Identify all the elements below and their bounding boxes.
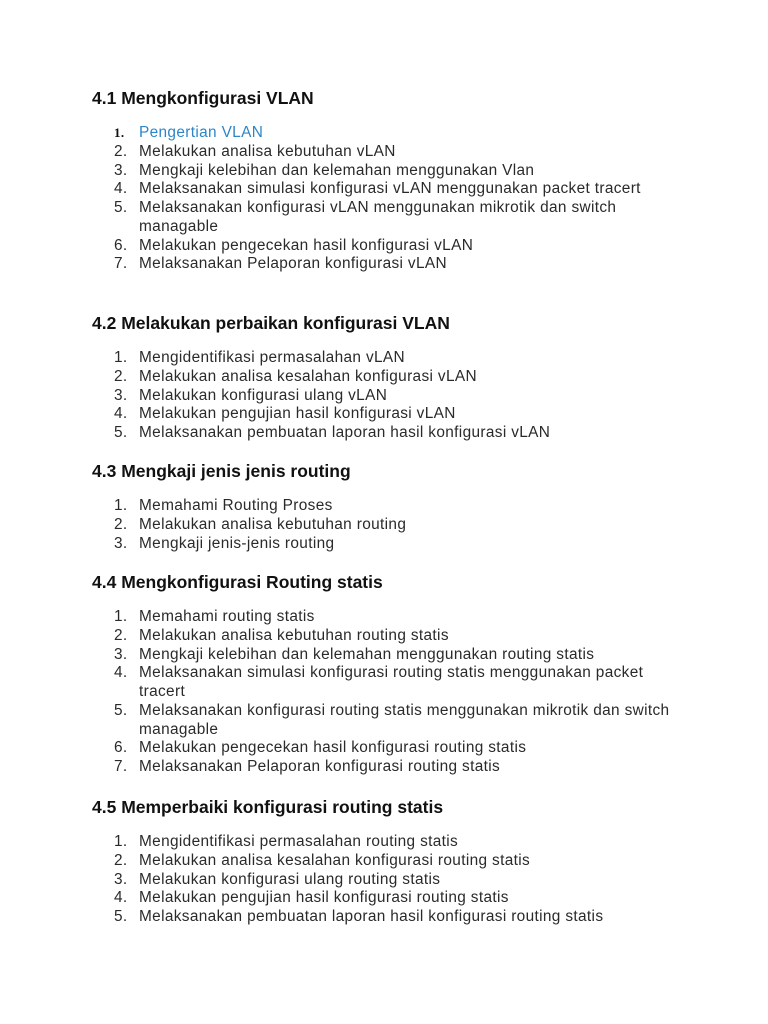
item-number: 1. (114, 125, 125, 140)
item-number: 5. (114, 424, 128, 441)
item-number: 6. (114, 739, 128, 757)
item-number: 2. (114, 626, 128, 644)
item-text: Melakukan analisa kebutuhan routing (139, 515, 407, 533)
list-item (92, 646, 679, 665)
item-number: 3. (114, 161, 128, 179)
item-text: Melaksanakan konfigurasi vLAN menggunakan mikrotik dan switch managable (139, 199, 617, 235)
item-number: 3. (114, 870, 128, 888)
item-text: Melaksanakan simulasi konfigurasi vLAN menggunakan packet tracert (139, 180, 641, 198)
item-number: 7. (114, 758, 128, 775)
item-list (92, 124, 692, 274)
section-heading: 4.2 Melakukan perbaikan konfigurasi VLAN (92, 313, 450, 333)
item-list (92, 608, 692, 777)
list-item (92, 180, 679, 199)
section-heading: 4.5 Memperbaiki konfigurasi routing statis (92, 797, 444, 817)
item-text: Melakukan pengecekan hasil konfigurasi vLAN (139, 236, 474, 254)
list-item (92, 889, 679, 908)
item-number: 3. (114, 386, 128, 404)
item-number: 3. (114, 645, 128, 663)
section-4-5 (92, 796, 692, 927)
section-heading: 4.3 Mengkaji jenis jenis routing (92, 461, 351, 481)
section-heading: 4.4 Mengkonfigurasi Routing statis (92, 572, 383, 592)
item-number: 7. (114, 255, 128, 273)
list-item (92, 535, 679, 554)
section-4-3 (92, 460, 692, 553)
item-text: Mengkaji jenis-jenis routing (139, 534, 335, 552)
item-number: 1. (114, 608, 128, 625)
pengertian-vlan-link[interactable]: Pengertian VLAN (139, 124, 264, 141)
item-number: 4. (114, 664, 128, 682)
list-item (92, 852, 679, 871)
item-number: 5. (114, 908, 128, 925)
list-item (92, 664, 679, 702)
list-item (92, 871, 679, 890)
list-item (92, 702, 679, 740)
list-item (92, 387, 679, 406)
list-item (92, 758, 679, 777)
item-number: 1. (114, 497, 128, 514)
item-number: 4. (114, 405, 128, 423)
item-number: 1. (114, 349, 128, 366)
item-list (92, 833, 692, 927)
item-number: 2. (114, 367, 128, 385)
list-item (92, 627, 679, 646)
item-list (92, 497, 692, 553)
section-4-1 (92, 87, 692, 274)
list-item[interactable] (92, 124, 679, 143)
item-text: Melakukan konfigurasi ulang vLAN (139, 386, 388, 404)
item-text: Melaksanakan pembuatan laporan hasil konfigurasi routing statis (139, 908, 604, 925)
item-text: Melakukan analisa kebutuhan routing statis (139, 626, 449, 644)
item-text: Melakukan analisa kesalahan konfigurasi vLAN (139, 367, 477, 385)
list-item (92, 255, 679, 274)
item-number: 2. (114, 515, 128, 533)
section-4-2 (92, 312, 692, 443)
item-text: Mengidentifikasi permasalahan routing statis (139, 833, 459, 850)
item-number: 1. (114, 833, 128, 850)
item-text: Memahami routing statis (139, 608, 315, 625)
item-text: Melaksanakan Pelaporan konfigurasi vLAN (139, 255, 447, 273)
item-text: Melaksanakan Pelaporan konfigurasi routing statis (139, 758, 501, 775)
list-item (92, 424, 679, 443)
list-item (92, 405, 679, 424)
item-text: Melakukan analisa kesalahan konfigurasi routing statis (139, 851, 531, 869)
list-item (92, 143, 679, 162)
list-item (92, 162, 679, 181)
item-text: Melakukan pengujian hasil konfigurasi vLAN (139, 405, 456, 423)
item-text: Melakukan analisa kebutuhan vLAN (139, 142, 396, 160)
item-text: Melaksanakan simulasi konfigurasi routing statis menggunakan packet tracert (139, 664, 644, 700)
item-list (92, 349, 692, 443)
list-item (92, 199, 679, 237)
section-heading: 4.1 Mengkonfigurasi VLAN (92, 88, 314, 108)
item-number: 5. (114, 199, 128, 216)
section-4-4 (92, 571, 692, 777)
item-text: Melakukan pengujian hasil konfigurasi routing statis (139, 889, 509, 907)
list-item (92, 497, 679, 516)
item-number: 2. (114, 142, 128, 160)
list-item (92, 237, 679, 256)
item-text: Mengkaji kelebihan dan kelemahan menggunakan Vlan (139, 161, 535, 179)
item-number: 4. (114, 889, 128, 907)
list-item (92, 368, 679, 387)
item-text: Mengidentifikasi permasalahan vLAN (139, 349, 405, 366)
item-text: Melaksanakan pembuatan laporan hasil konfigurasi vLAN (139, 424, 551, 441)
item-number: 2. (114, 851, 128, 869)
list-item (92, 833, 679, 852)
item-number: 5. (114, 701, 128, 719)
item-text: Melaksanakan konfigurasi routing statis menggunakan mikrotik dan switch managable (139, 701, 670, 738)
list-item (92, 608, 679, 627)
item-number: 3. (114, 534, 128, 552)
item-text: Melakukan pengecekan hasil konfigurasi routing statis (139, 739, 527, 757)
item-number: 4. (114, 180, 128, 198)
list-item (92, 739, 679, 758)
list-item (92, 349, 679, 368)
list-item (92, 908, 679, 927)
item-text: Melakukan konfigurasi ulang routing statis (139, 870, 441, 888)
item-text: Memahami Routing Proses (139, 497, 333, 514)
item-text: Mengkaji kelebihan dan kelemahan menggunakan routing statis (139, 645, 595, 663)
item-number: 6. (114, 236, 128, 254)
list-item (92, 516, 679, 535)
